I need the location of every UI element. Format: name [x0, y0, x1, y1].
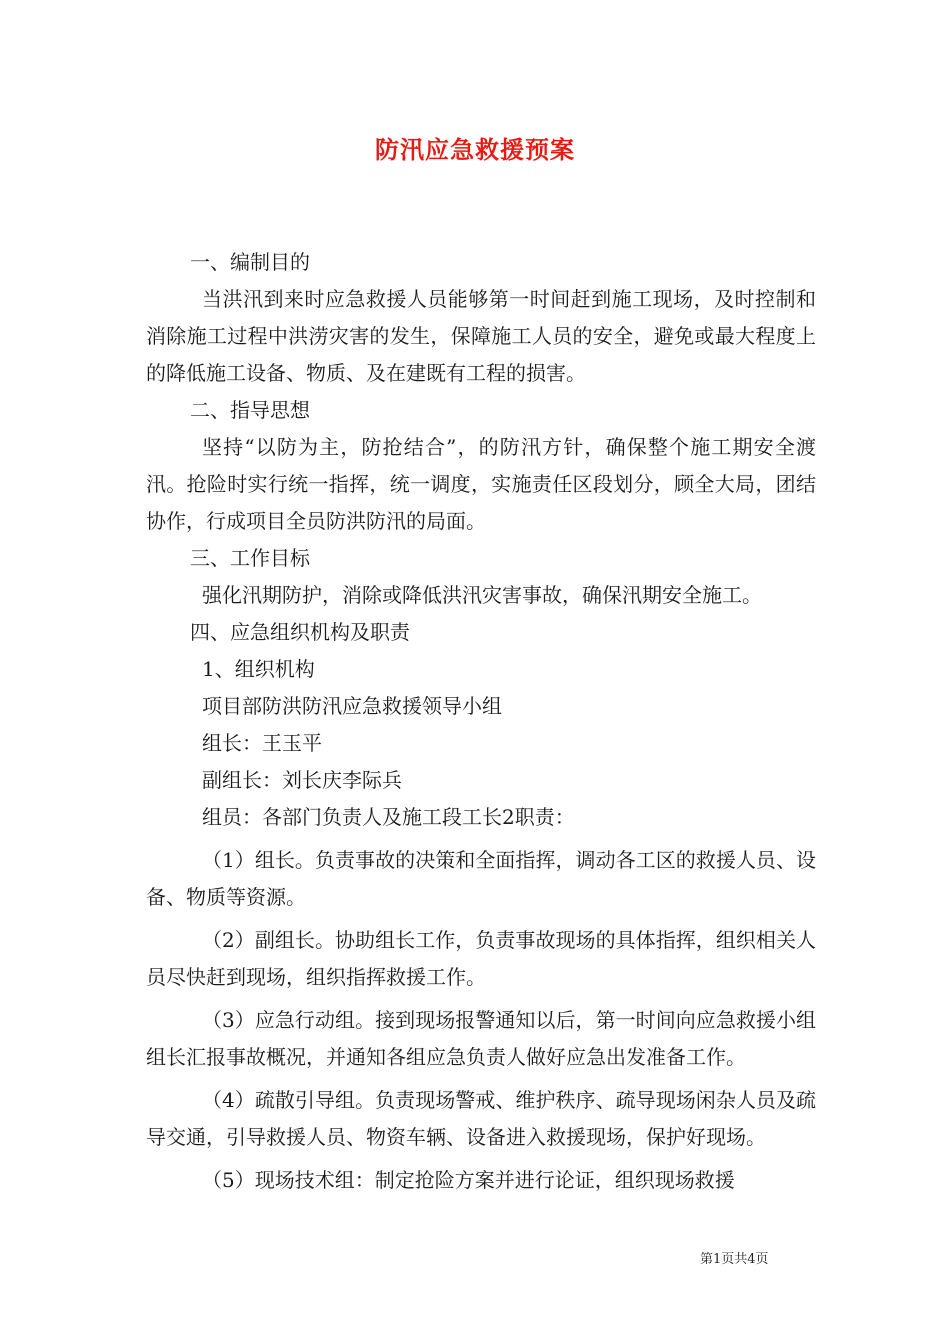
list-item-duty-3: （3）应急行动组。接到现场报警通知以后，第一时间向应急救援小组组长汇报事故概况，并通知各组应急负责人做好应急出发准备工作。: [146, 1008, 816, 1069]
document-title: 防汛应急救援预案: [375, 135, 575, 164]
paragraph-group-leader: 组长：王玉平: [202, 731, 322, 755]
paragraph-members: 组员：各部门负责人及施工段工长2职责：: [202, 805, 575, 829]
list-item-duty-5: （5）现场技术组：制定抢险方案并进行论证，组织现场救援: [202, 1168, 735, 1192]
list-item-duty-1: （1）组长。负责事故的决策和全面指挥，调动各工区的救援人员、设备、物质等资源。: [146, 848, 816, 909]
paragraph-guiding-thought: 坚持“以防为主，防抢结合”，的防汛方针，确保整个施工期安全渡汛。抢险时实行统一指挥，统一调度，实施责任区段划分，顾全大局，团结协作，行成项目全员防洪防汛的局面。: [146, 435, 816, 533]
paragraph-deputy-leader: 副组长：刘长庆李际兵: [202, 768, 402, 792]
subheading-org-structure: 1、组织机构: [202, 657, 315, 681]
paragraph-work-goal: 强化汛期防护，消除或降低洪汛灾害事故，确保汛期安全施工。: [202, 583, 762, 607]
section-heading-purpose: 一、编制目的: [190, 250, 310, 274]
document-body: [146, 244, 816, 1199]
list-item-duty-2: （2）副组长。协助组长工作，负责事故现场的具体指挥，组织相关人员尽快赶到现场，组织指挥救援工作。: [146, 928, 816, 989]
section-heading-guiding-thought: 二、指导思想: [190, 398, 310, 422]
paragraph-purpose: 当洪汛到来时应急救援人员能够第一时间赶到施工现场，及时控制和消除施工过程中洪涝灾害的发生，保障施工人员的安全，避免或最大程度上的降低施工设备、物质、及在建既有工程的损害。: [146, 287, 816, 385]
paragraph-leading-group: 项目部防洪防汛应急救援领导小组: [202, 694, 502, 718]
list-item-duty-4: （4）疏散引导组。负责现场警戒、维护秩序、疏导现场闲杂人员及疏导交通，引导救援人员、物资车辆、设备进入救援现场，保护好现场。: [146, 1088, 816, 1149]
section-heading-work-goal: 三、工作目标: [190, 546, 310, 570]
page-number: 第1页共4页: [700, 1252, 769, 1267]
section-heading-organization: 四、应急组织机构及职责: [190, 620, 410, 644]
